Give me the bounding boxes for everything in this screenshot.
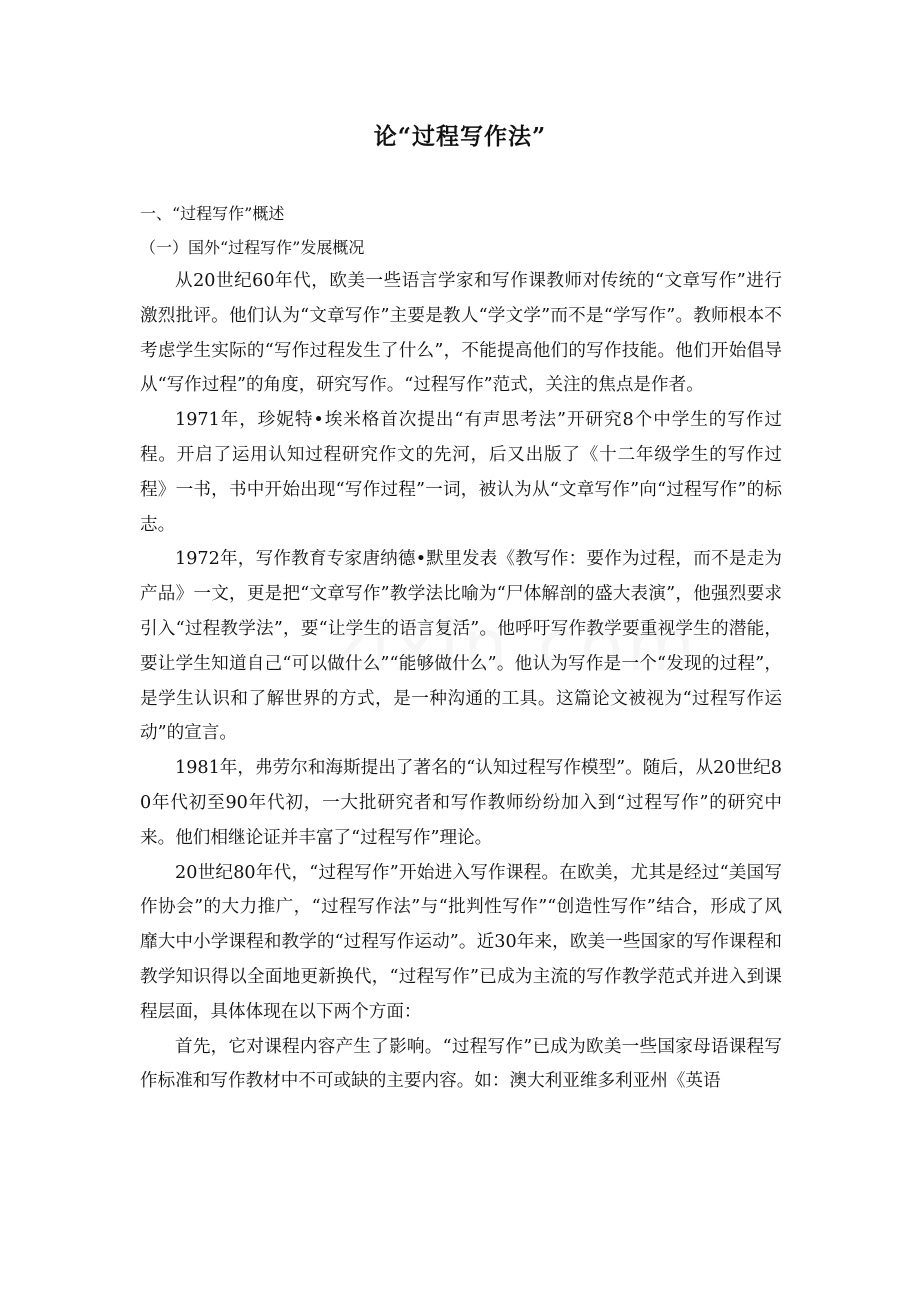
section-heading: 一、“过程写作”概述 xyxy=(140,204,285,223)
paragraph-2: 1971年，珍妮特•埃米格首次提出“有声思考法”开研究8个中学生的写作过程。开启了运用认知过程研究作文的先河，后又出版了《十二年级学生的写作过程》一书，书中开始出现“写作过程”一词，被认为从“文章写作”向“过程写作”的标志。 xyxy=(140,410,782,535)
subsection-heading: （一）国外“过程写作”发展概况 xyxy=(140,238,365,257)
paragraph-3: 1972年，写作教育专家唐纳德•默里发表《教写作：要作为过程，而不是走为产品》一文，更是把“文章写作”教学法比喻为“尸体解剖的盛大表演”，他强烈要求引入“过程教学法”，要“让学生的语言复活”。他呼吁写作教学要重视学生的潜能，要让学生知道自己“可以做什么”“能够做什么”。他认为写作是一个“发现的过程”，是学生认识和了解世界的方式，是一种沟通的工具。这篇论文被视为“过程写作运动”的宣言。 xyxy=(140,549,782,744)
paragraph-4: 1981年，弗劳尔和海斯提出了著名的“认知过程写作模型”。随后，从20世纪80年代初至90年代初，一大批研究者和写作教师纷纷加入到“过程写作”的研究中来。他们相继论证并丰富了“过程写作”理论。 xyxy=(140,758,782,848)
document-body xyxy=(140,264,782,1099)
paragraph-5: 20世纪80年代，“过程写作”开始进入写作课程。在欧美，尤其是经过“美国写作协会”的大力推广，“过程写作法”与“批判性写作”“创造性写作”结合，形成了风靡大中小学课程和教学的“过程写作运动”。近30年来，欧美一些国家的写作课程和教学知识得以全面地更新换代，“过程写作”已成为主流的写作教学范式并进入到课程层面，具体体现在以下两个方面： xyxy=(140,862,782,1022)
paragraph-6: 首先，它对课程内容产生了影响。“过程写作”已成为欧美一些国家母语课程写作标准和写作教材中不可或缺的主要内容。如：澳大利亚维多利亚州《英语 xyxy=(140,1036,782,1092)
document-title: 论“过程写作法” xyxy=(373,123,547,150)
paragraph-1: 从20世纪60年代，欧美一些语言学家和写作课教师对传统的“文章写作”进行激烈批评。他们认为“文章写作”主要是教人“学文学”而不是“学写作”。教师根本不考虑学生实际的“写作过程发生了什么”，不能提高他们的写作技能。他们开始倡导从“写作过程”的角度，研究写作。“过程写作”范式，关注的焦点是作者。 xyxy=(140,271,782,396)
